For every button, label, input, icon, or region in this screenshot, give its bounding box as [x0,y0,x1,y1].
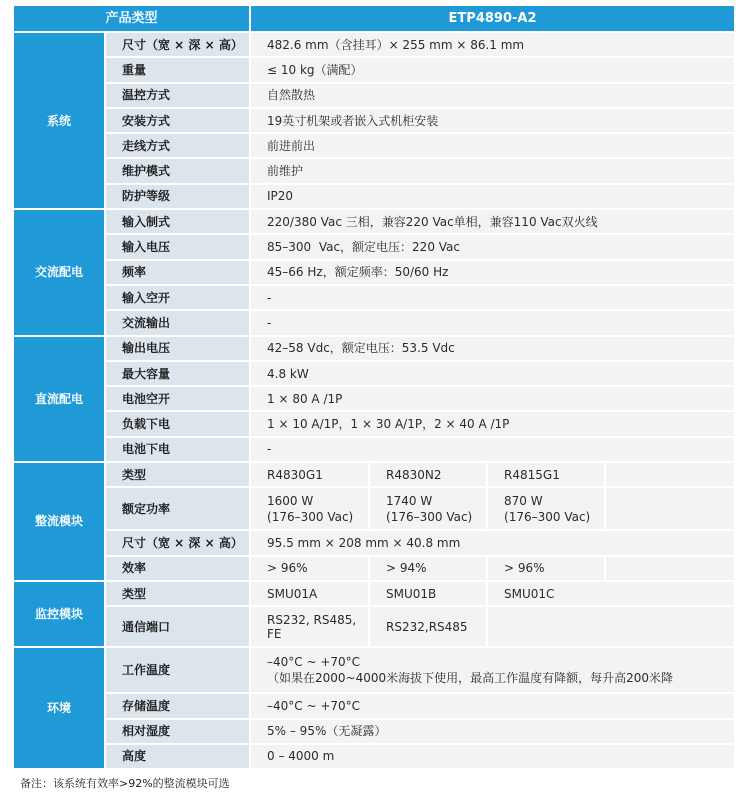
spec-value: SMU01A [251,582,368,605]
spec-label: 尺寸（宽 × 深 × 高） [106,33,249,56]
spec-label: 工作温度 [106,648,249,692]
spec-row [14,694,734,717]
spec-row [14,337,734,360]
spec-label: 效率 [106,557,249,580]
value-line: (176–300 Vac) [267,509,354,524]
spec-label: 频率 [106,261,249,284]
value-line: RS232,RS485 [386,619,468,634]
spec-label: 输出电压 [106,337,249,360]
header-product-type: 产品类型 [14,6,249,31]
value-line: –40°C ~ +70°C [267,655,361,670]
spec-value-empty [606,488,734,529]
spec-row [14,235,734,258]
spec-value: 5% – 95%（无凝露） [251,720,734,743]
spec-value: - [251,438,734,461]
spec-value: 0 – 4000 m [251,745,734,768]
category-system: 系统 [14,33,104,208]
category-ac-distribution: 交流配电 [14,210,104,334]
spec-value: - [251,286,734,309]
value-line: 870 W [504,493,543,508]
spec-value: 前进前出 [251,134,734,157]
spec-row [14,648,734,692]
spec-row [14,58,734,81]
spec-row [14,582,734,605]
spec-value [488,488,604,529]
spec-table-frame [12,4,674,774]
spec-row [14,134,734,157]
spec-row [14,261,734,284]
category-rectifier-module: 整流模块 [14,463,104,580]
spec-value: 42–58 Vdc，额定电压：53.5 Vdc [251,337,734,360]
spec-value: SMU01B [370,582,486,605]
spec-label: 最大容量 [106,362,249,385]
spec-label: 类型 [106,463,249,486]
value-line: (176–300 Vac) [386,509,473,524]
spec-table [12,4,736,770]
spec-row [14,33,734,56]
spec-value: R4815G1 [488,463,604,486]
spec-row [14,159,734,182]
spec-value: 前维护 [251,159,734,182]
spec-value: 482.6 mm（含挂耳）× 255 mm × 86.1 mm [251,33,734,56]
spec-value: –40°C ~ +70°C [251,694,734,717]
spec-label: 额定功率 [106,488,249,529]
spec-label: 重量 [106,58,249,81]
spec-row [14,311,734,334]
spec-value: ≤ 10 kg（满配） [251,58,734,81]
spec-label: 走线方式 [106,134,249,157]
spec-row [14,557,734,580]
spec-value: 95.5 mm × 208 mm × 40.8 mm [251,531,734,554]
spec-label: 电池下电 [106,438,249,461]
spec-label: 相对湿度 [106,720,249,743]
spec-value: > 94% [370,557,486,580]
spec-label: 高度 [106,745,249,768]
spec-value [370,488,486,529]
spec-value: > 96% [488,557,604,580]
category-environment: 环境 [14,648,104,768]
spec-row [14,438,734,461]
spec-value: R4830G1 [251,463,368,486]
spec-value [370,607,486,646]
value-line: 1740 W [386,493,433,508]
spec-label: 存储温度 [106,694,249,717]
spec-row [14,185,734,208]
spec-label: 负载下电 [106,412,249,435]
value-line: RS232, RS485, [267,612,357,627]
spec-value [251,607,368,646]
spec-value: 自然散热 [251,84,734,107]
spec-value: SMU01C [488,582,734,605]
spec-value: 19英寸机架或者嵌入式机柜安装 [251,109,734,132]
spec-label: 安装方式 [106,109,249,132]
spec-value-empty [488,607,734,646]
spec-row [14,109,734,132]
spec-row [14,531,734,554]
spec-value: IP20 [251,185,734,208]
spec-value: - [251,311,734,334]
spec-label: 温控方式 [106,84,249,107]
spec-value: 45–66 Hz，额定频率：50/60 Hz [251,261,734,284]
spec-row [14,463,734,486]
header-row [14,6,734,31]
spec-label: 维护模式 [106,159,249,182]
spec-value: 4.8 kW [251,362,734,385]
spec-value [251,648,734,692]
category-monitoring-module: 监控模块 [14,582,104,646]
spec-row [14,286,734,309]
spec-row [14,488,734,529]
spec-label: 输入制式 [106,210,249,233]
footnote: 备注：该系统有效率>92%的整流模块可选 [20,777,230,790]
spec-value [251,488,368,529]
spec-row [14,745,734,768]
spec-value: R4830N2 [370,463,486,486]
spec-value: 220/380 Vac 三相，兼容220 Vac单相，兼容110 Vac双火线 [251,210,734,233]
spec-label: 电池空开 [106,387,249,410]
header-model: ETP4890-A2 [251,6,734,31]
spec-value-empty [606,557,734,580]
spec-row [14,362,734,385]
value-line: （如果在2000~4000米海拔下使用，最高工作温度有降额，每升高200米降 [267,671,674,686]
spec-label: 防护等级 [106,185,249,208]
spec-row [14,84,734,107]
value-line: (176–300 Vac) [504,509,591,524]
spec-label: 尺寸（宽 × 深 × 高） [106,531,249,554]
spec-label: 通信端口 [106,607,249,646]
spec-row [14,412,734,435]
spec-row [14,607,734,646]
value-line: FE [267,626,282,641]
spec-value: > 96% [251,557,368,580]
spec-label: 输入电压 [106,235,249,258]
spec-label: 类型 [106,582,249,605]
spec-value: 1 × 10 A/1P，1 × 30 A/1P，2 × 40 A /1P [251,412,734,435]
category-dc-distribution: 直流配电 [14,337,104,461]
spec-row [14,720,734,743]
spec-value: 1 × 80 A /1P [251,387,734,410]
spec-label: 输入空开 [106,286,249,309]
spec-value-empty [606,463,734,486]
spec-row [14,387,734,410]
spec-label: 交流输出 [106,311,249,334]
spec-row [14,210,734,233]
value-line: 1600 W [267,493,314,508]
spec-value: 85–300 Vac，额定电压：220 Vac [251,235,734,258]
